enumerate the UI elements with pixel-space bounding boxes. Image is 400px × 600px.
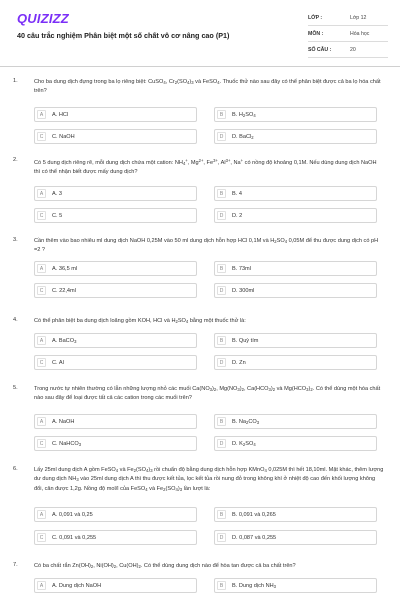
- option-c[interactable]: [34, 208, 197, 223]
- option-d[interactable]: [214, 436, 377, 451]
- option-letter: D: [217, 439, 226, 448]
- question-number: 2.: [13, 157, 18, 163]
- option-text: A. 3: [52, 190, 62, 197]
- option-d[interactable]: [214, 129, 377, 144]
- option-letter: A: [37, 581, 46, 590]
- question-text: Trong nước tự nhiên thường có lẫn những lượng nhỏ các muối $Ca(NO_3)_2$, $Mg(NO_3)_2$, $Ca(HCO_3)_2$ và $Mg(HCO_3)_2$. Có thể dùng một hóa chất nào sau đây để loại được tất cả các cation trong các muối trên?: [34, 386, 381, 402]
- option-letter: A: [37, 510, 46, 519]
- question-number: 6.: [13, 466, 18, 472]
- question-number: 1.: [13, 78, 18, 84]
- option-text: A. Dung dịch NaOH: [52, 582, 102, 589]
- option-text: D. $K_2SO_4$: [232, 440, 256, 447]
- option-text: D. BaCl$_2$: [232, 133, 254, 140]
- option-letter: B: [217, 417, 226, 426]
- option-letter: C: [37, 132, 46, 141]
- option-letter: D: [217, 132, 226, 141]
- option-text: C. NaOH: [52, 133, 75, 140]
- option-text: A. 0,091 và 0,25: [52, 511, 93, 518]
- option-a[interactable]: [34, 107, 197, 122]
- question-text: Cần thêm vào bao nhiêu ml dung dịch NaOH 0,25M vào 50 ml dung dịch hỗn hợp HCl 0,1M và $H_2SO_4$ 0,05M để thu được dung dịch có pH =2 ?: [34, 238, 379, 254]
- meta-value: Hóa học: [350, 30, 370, 37]
- option-letter: D: [217, 286, 226, 295]
- option-letter: C: [37, 439, 46, 448]
- question-number: 4.: [13, 317, 18, 323]
- option-text: C. Al: [52, 359, 64, 366]
- option-text: B. Dung dịch $NH_3$: [232, 582, 277, 589]
- option-a[interactable]: [34, 186, 197, 201]
- option-a[interactable]: [34, 507, 197, 522]
- meta-value: Lớp 12: [350, 14, 367, 21]
- option-letter: A: [37, 264, 46, 273]
- option-letter: B: [217, 189, 226, 198]
- option-a[interactable]: [34, 414, 197, 429]
- option-b[interactable]: [214, 333, 377, 348]
- option-c[interactable]: [34, 436, 197, 451]
- document-title: 40 câu trắc nghiệm Phân biệt một số chất vô cơ nâng cao (P1): [17, 31, 230, 40]
- option-letter: D: [217, 358, 226, 367]
- meta-label: LỚP :: [308, 14, 323, 21]
- option-letter: A: [37, 110, 46, 119]
- option-d[interactable]: [214, 283, 377, 298]
- question-text: Lấy 25ml dung dịch A gồm FeSO$_4$ và $Fe_2(SO_4)_3$ rồi chuẩn độ bằng dung dịch hỗn hợp KMnO$_4$ 0,025M thì hết 18,10ml. Mặt khác, thêm lượng dư dung dịch $NH_3$ vào 25ml dung dịch A thì thu được kết tủa, lọc kết tủa rồi nung đỏ trong không khí ở nhiệt độ cao đến khối lượng không đổi, cân được 1,2g. Nồng độ mol/l của FeSO$_4$ và $Fe_2(SO_4)_3$ lần lượt là:: [34, 467, 384, 492]
- option-a[interactable]: [34, 333, 197, 348]
- option-text: B. $Na_2CO_3$: [232, 418, 260, 425]
- option-letter: A: [37, 336, 46, 345]
- option-letter: B: [217, 510, 226, 519]
- quizizz-logo: QUIZIZZ: [17, 11, 69, 26]
- option-letter: B: [217, 581, 226, 590]
- option-text: B. $H_2SO_4$: [232, 111, 256, 118]
- question-number: 5.: [13, 385, 18, 391]
- option-text: C. 5: [52, 212, 63, 219]
- option-text: C. NaHCO$_3$: [52, 440, 82, 447]
- option-b[interactable]: [214, 414, 377, 429]
- option-text: A. BaCO$_3$: [52, 337, 77, 344]
- question-text: Có ba chất rắn $Zn(OH)_2$, $Ni(OH)_2$, $Cu(OH)_2$. Có thể dùng dung dịch nào để hòa tan được cả ba chất trên?: [34, 563, 296, 569]
- meta-row-class: [308, 10, 388, 26]
- option-b[interactable]: [214, 507, 377, 522]
- option-b[interactable]: [214, 186, 377, 201]
- option-letter: A: [37, 417, 46, 426]
- option-text: C. 22,4ml: [52, 287, 76, 294]
- question-number: 7.: [13, 562, 18, 568]
- option-c[interactable]: [34, 530, 197, 545]
- option-text: A. HCl: [52, 111, 69, 118]
- document-header: [0, 0, 400, 68]
- option-text: D. 300ml: [232, 287, 255, 294]
- option-a[interactable]: [34, 261, 197, 276]
- meta-row-subject: [308, 26, 388, 42]
- option-letter: C: [37, 533, 46, 542]
- option-b[interactable]: [214, 107, 377, 122]
- meta-label: MÔN :: [308, 30, 324, 37]
- option-c[interactable]: [34, 283, 197, 298]
- option-d[interactable]: [214, 530, 377, 545]
- question-text: Có thể phân biệt ba dung dịch loãng gồm KOH, HCl và $H_2SO_4$ bằng một thuốc thử là:: [34, 318, 246, 324]
- option-letter: B: [217, 110, 226, 119]
- option-letter: D: [217, 211, 226, 220]
- option-d[interactable]: [214, 208, 377, 223]
- option-letter: B: [217, 336, 226, 345]
- option-d[interactable]: [214, 355, 377, 370]
- option-text: B. 4: [232, 190, 242, 197]
- option-text: A. NaOH: [52, 418, 75, 425]
- header-divider: [0, 66, 400, 67]
- option-text: B. 0,091 và 0,265: [232, 511, 276, 518]
- option-a[interactable]: [34, 578, 197, 593]
- option-c[interactable]: [34, 129, 197, 144]
- option-text: B. 73ml: [232, 265, 251, 272]
- option-text: C. 0,091 và 0,255: [52, 534, 97, 541]
- option-b[interactable]: [214, 261, 377, 276]
- question-number: 3.: [13, 237, 18, 243]
- option-text: A. 36,5 ml: [52, 265, 78, 272]
- option-letter: C: [37, 286, 46, 295]
- option-c[interactable]: [34, 355, 197, 370]
- question-text: Có 5 dung dịch riêng rẽ, mỗi dung dịch chứa một cation: $NH_4^+$, $Mg^{2+}$, $Fe^{3+}$, $Al^{3+}$, Na+ có nồng độ khoảng 0,1M. Nếu dùng dung dịch NaOH thì có thể nhận biết được mấy dung dịch?: [34, 158, 377, 176]
- meta-value: 20: [350, 46, 356, 53]
- option-letter: C: [37, 358, 46, 367]
- meta-table: [308, 10, 388, 58]
- option-letter: C: [37, 211, 46, 220]
- meta-row-question-count: [308, 42, 388, 58]
- option-b[interactable]: [214, 578, 377, 593]
- option-text: B. Quỳ tím: [232, 337, 259, 344]
- option-text: D. 0,087 và 0,255: [232, 534, 277, 541]
- option-text: D. 2: [232, 212, 243, 219]
- question-text: Cho ba dung dịch đựng trong ba lọ riêng biệt: CuSO$_4$, $Cr_2(SO_4)_3$ và FeSO$_4$. Thuốc thử nào sau đây có thể phân biệt được cả ba lọ hóa chất trên?: [34, 79, 381, 95]
- option-letter: A: [37, 189, 46, 198]
- option-letter: B: [217, 264, 226, 273]
- meta-label: SỐ CÂU :: [308, 46, 332, 53]
- option-letter: D: [217, 533, 226, 542]
- option-text: D. Zn: [232, 359, 246, 366]
